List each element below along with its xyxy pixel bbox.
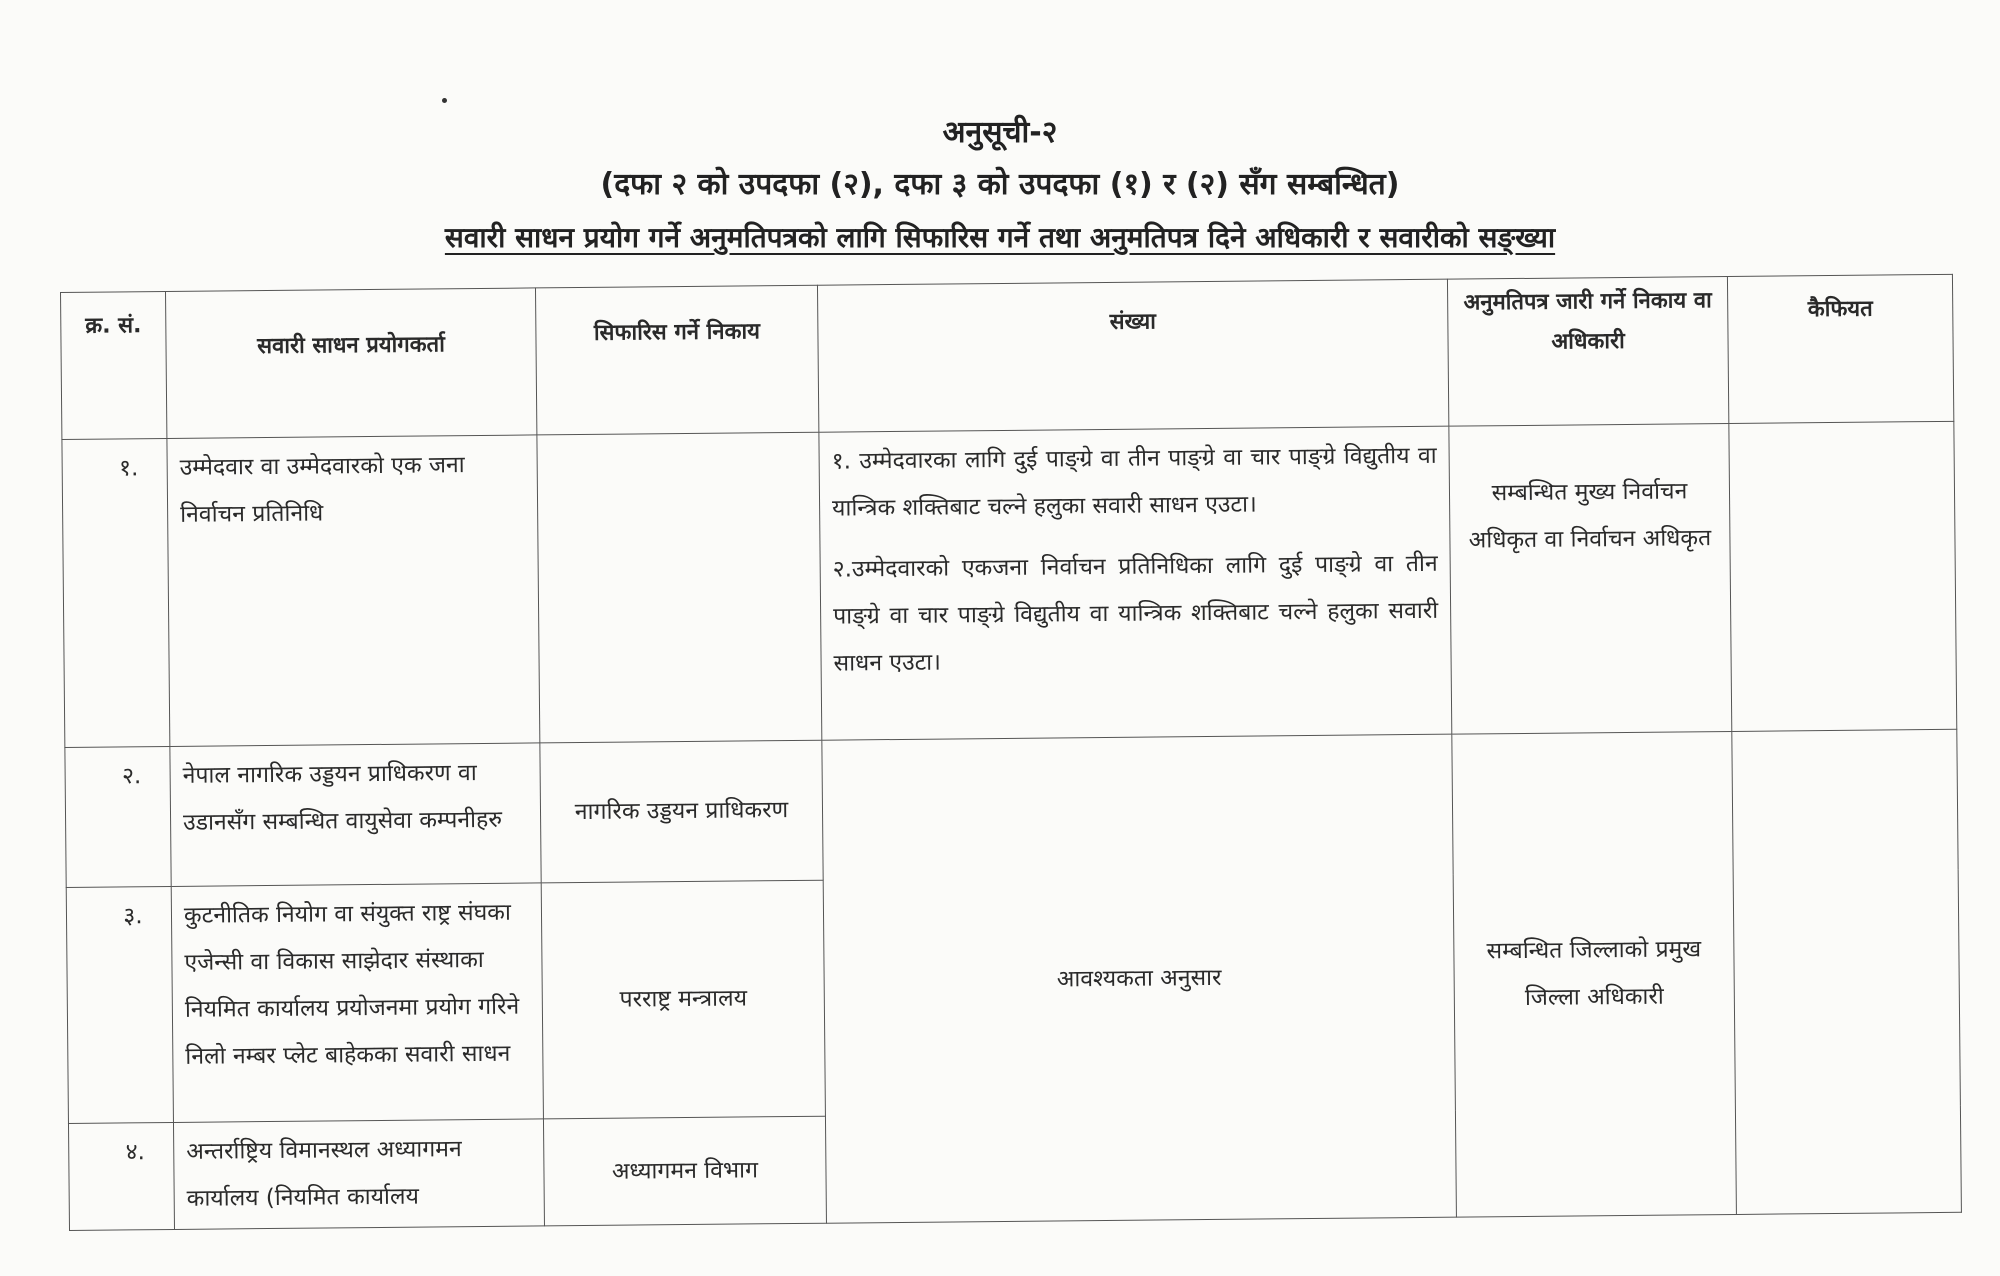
row-user: उम्मेदवार वा उम्मेदवारको एक जना निर्वाचन प्रतिनिधि xyxy=(167,435,540,747)
scan-speck xyxy=(442,98,447,103)
col-issuer: अनुमतिपत्र जारी गर्ने निकाय वा अधिकारी xyxy=(1447,276,1728,426)
row-user: नेपाल नागरिक उड्डयन प्राधिकरण वा उडानसँग सम्बन्धित वायुसेवा कम्पनीहरु xyxy=(170,743,541,887)
row-serial: ४. xyxy=(68,1122,174,1230)
quantity-item-2: २.उम्मेदवारको एकजना निर्वाचन प्रतिनिधिका लागि दुई पाङ्ग्रे वा तीन पाङ्ग्रे वा चार पाङ्ग्रे विद्युतीय वा यान्त्रिक शक्तिबाट चल्ने हलुका सवारी साधन एउटा। xyxy=(832,550,1439,677)
col-serial: क्र. सं. xyxy=(61,291,167,439)
row-remarks xyxy=(1729,421,1957,731)
row-recommender: नागरिक उड्डयन प्राधिकरण xyxy=(540,740,823,883)
row-quantity xyxy=(819,426,1452,740)
shared-remarks xyxy=(1732,729,1962,1214)
row-serial: २. xyxy=(65,746,171,887)
row-recommender: अध्यागमन विभाग xyxy=(543,1116,826,1226)
row-recommender: परराष्ट्र मन्त्रालय xyxy=(541,880,825,1119)
shared-quantity: आवश्यकता अनुसार xyxy=(822,734,1457,1223)
row-serial: ३. xyxy=(66,886,173,1123)
table-heading: सवारी साधन प्रयोग गर्ने अनुमतिपत्रको लागि सिफारिस गर्ने तथा अनुमतिपत्र दिने अधिकारी र सवारीको सङ्ख्या xyxy=(444,221,1556,254)
col-user: सवारी साधन प्रयोगकर्ता xyxy=(165,288,536,439)
row-recommender xyxy=(537,432,822,743)
row-user: अन्तर्राष्ट्रिय विमानस्थल अध्यागमन कार्यालय (नियमित कार्यालय xyxy=(173,1119,544,1230)
row-issuer: सम्बन्धित मुख्य निर्वाचन अधिकृत वा निर्वाचन अधिकृत xyxy=(1449,423,1732,734)
table-row xyxy=(65,729,1958,887)
col-quantity: संख्या xyxy=(817,279,1448,432)
shared-issuer: सम्बन्धित जिल्लाको प्रमुख जिल्ला अधिकारी xyxy=(1452,731,1737,1217)
row-serial: १. xyxy=(62,438,170,747)
reference-line: (दफा २ को उपदफा (२), दफा ३ को उपदफा (१) र (२) सँग सम्बन्धित) xyxy=(600,167,1400,202)
permit-table xyxy=(60,274,1962,1231)
table-row xyxy=(62,421,1957,747)
col-remarks: कैफियत xyxy=(1727,274,1953,423)
col-recommender: सिफारिस गर्ने निकाय xyxy=(535,285,818,435)
table-header-row xyxy=(61,274,1954,439)
schedule-title: अनुसूची-२ xyxy=(942,115,1058,150)
row-user: कुटनीतिक नियोग वा संयुक्त राष्ट्र संघका एजेन्सी वा विकास साझेदार संस्थाका नियमित कार्यालय प्रयोजनमा प्रयोग गरिने निलो नम्बर प्लेट बाहेकका सवारी साधन xyxy=(171,883,543,1123)
quantity-item-1: १. उम्मेदवारका लागि दुई पाङ्ग्रे वा तीन पाङ्ग्रे वा चार पाङ्ग्रे विद्युतीय वा यान्त्रिक शक्तिबाट चल्ने हलुका सवारी साधन एउटा। xyxy=(831,442,1437,522)
